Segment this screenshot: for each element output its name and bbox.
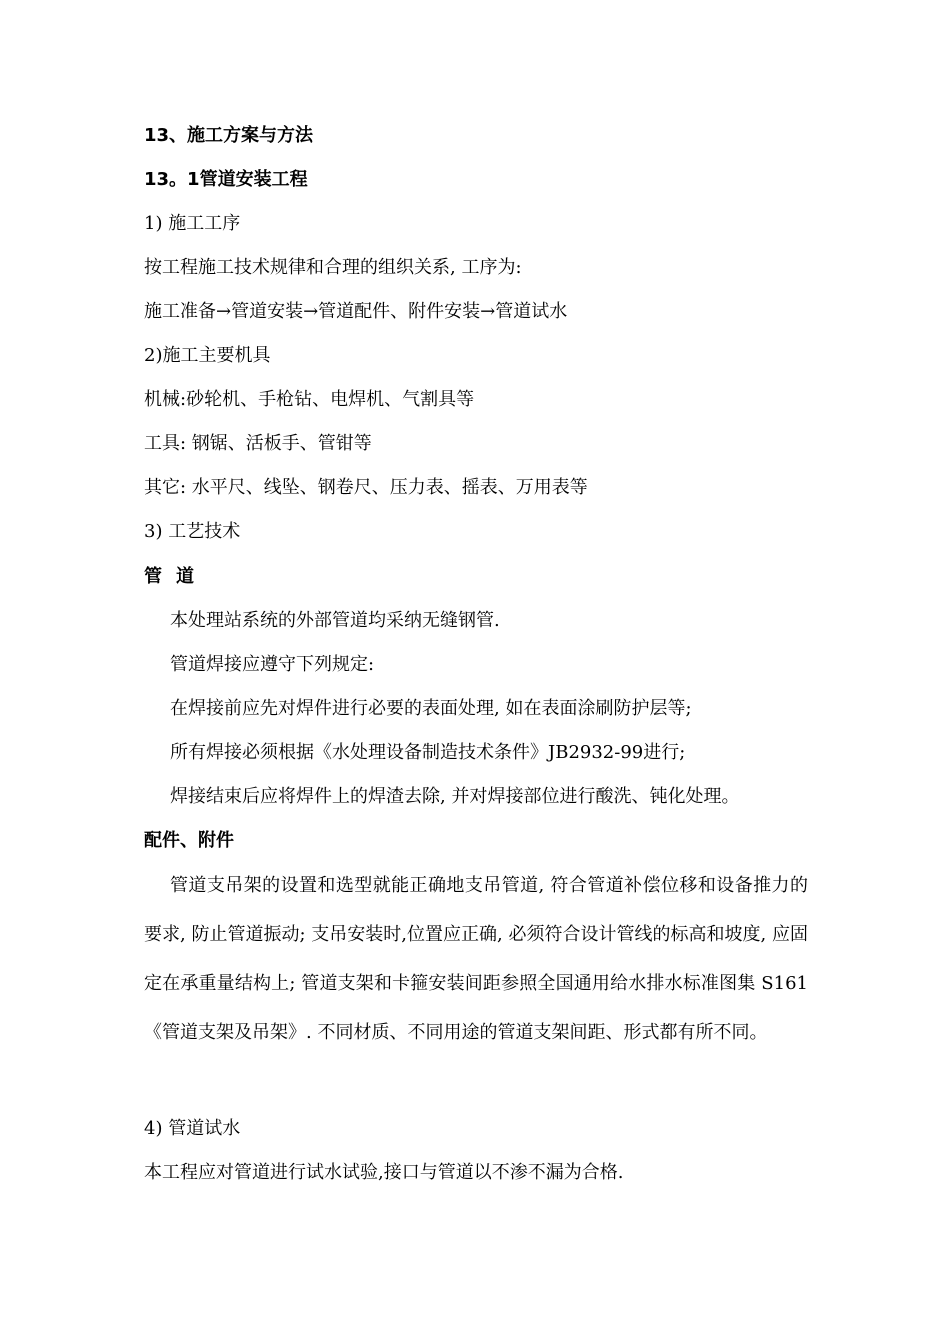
section-heading: 13、施工方案与方法 [144,125,314,146]
pipe-item: 焊接结束后应将焊件上的焊渣去除, 并对焊接部位进行酸洗、钝化处理。 [170,786,740,807]
pipe-item: 在焊接前应先对焊件进行必要的表面处理, 如在表面涂刷防护层等; [170,698,692,719]
pipe-item: 所有焊接必须根据《水处理设备制造技术条件》JB2932-99进行; [170,742,686,763]
step-1-flow: 施工准备→管道安装→管道配件、附件安装→管道试水 [144,301,568,322]
others-list: 其它: 水平尺、线坠、钢卷尺、压力表、摇表、万用表等 [144,477,588,498]
step-1-title: 1) 施工工序 [144,213,241,234]
step-4-text: 本工程应对管道进行试水试验,接口与管道以不渗不漏为合格. [144,1162,624,1183]
machines-list: 机械:砂轮机、手枪钻、电焊机、气割具等 [144,389,475,410]
tools-list: 工具: 钢锯、活板手、管钳等 [144,433,372,454]
step-3-title: 3) 工艺技术 [144,521,241,542]
step-1-intro: 按工程施工技术规律和合理的组织关系, 工序为: [144,257,522,278]
pipe-heading: 管道 [144,566,208,587]
pipe-item: 管道焊接应遵守下列规定: [170,654,375,675]
step-2-title: 2)施工主要机具 [144,345,271,366]
step-4-title: 4) 管道试水 [144,1118,241,1139]
fittings-paragraph: 管道支吊架的设置和选型就能正确地支吊管道, 符合管道补偿位移和设备推力的要求, 防止管道振动; 支吊安装时,位置应正确, 必须符合设计管线的标高和坡度, 应固定在承重量结构上; 管道支架和卡箍安装间距参照全国通用给水排水标准图集 S161《管道支架及吊架》. 不同材质、不同用途的管道支架间距、形式都有所不同。 [144,875,808,1043]
pipe-item: 本处理站系统的外部管道均采纳无缝钢管. [170,610,500,631]
subsection-heading: 13。1管道安装工程 [144,169,308,190]
fittings-heading: 配件、附件 [144,830,234,851]
